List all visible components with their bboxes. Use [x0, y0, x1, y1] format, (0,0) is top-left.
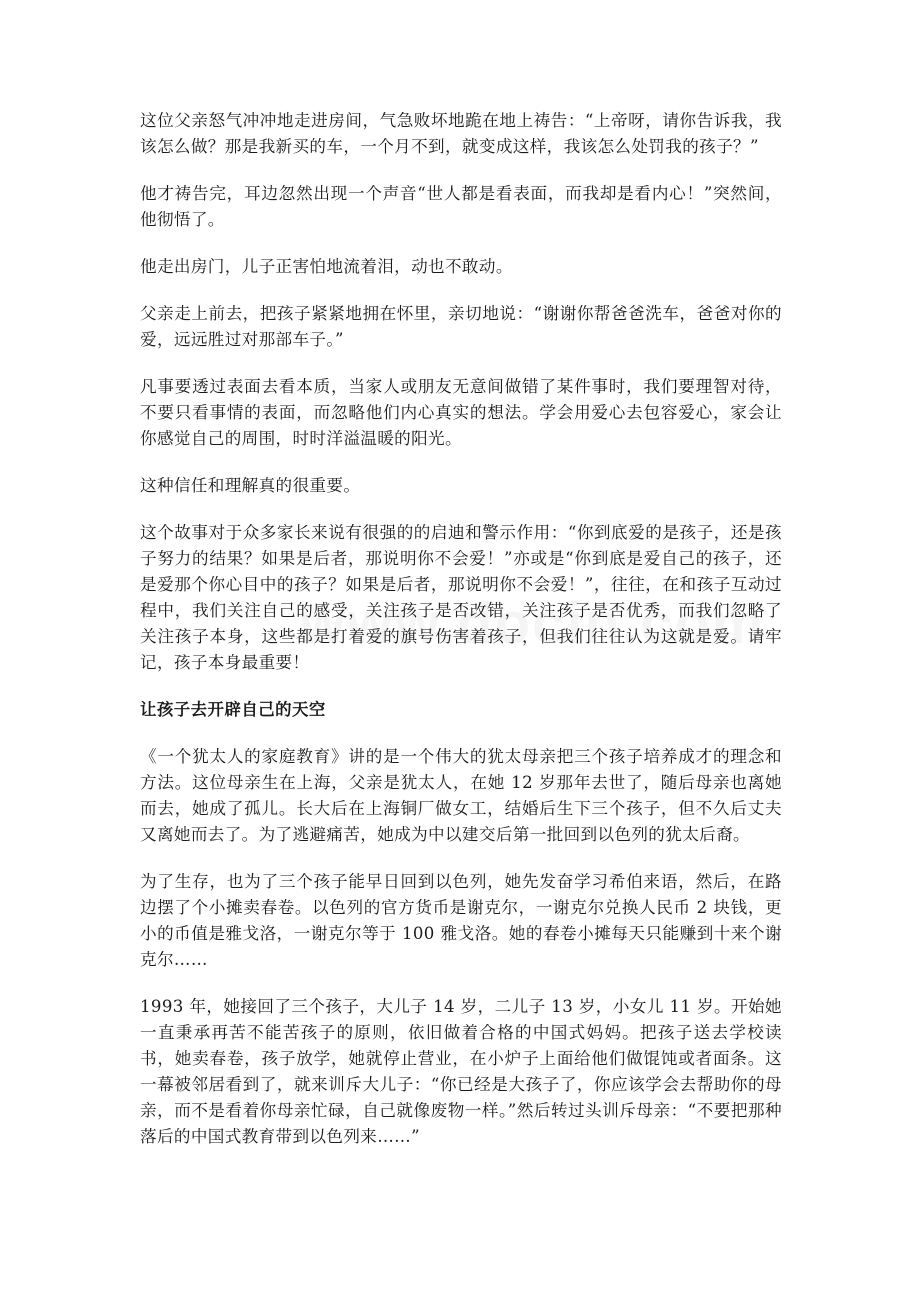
paragraph-father-prayer: 这位父亲怒气冲冲地走进房间，气急败坏地跪在地上祷告：“上帝呀，请你告诉我，我该怎么做？那是我新买的车，一个月不到，就变成这样，我该怎么处罚我的孩子？”: [140, 111, 782, 156]
paragraph-parents-warning: 这个故事对于众多家长来说有很强的的启迪和警示作用：“你到底爱的是孩子，还是孩子努力的结果？如果是后者，那说明你不会爱！”亦或是“你到底是爱自己的孩子，还是爱那个你心目中的孩子？如果是后者，那说明你不会爱！”，往往，在和孩子互动过程中，我们关注自己的感受，关注孩子是否改错，关注孩子是否优秀，而我们忽略了关注孩子本身，这些都是打着爱的旗号伤害着孩子，但我们往往认为这就是爱。请牢记，孩子本身最重要！: [140, 523, 782, 672]
paragraph-spring-rolls: 为了生存，也为了三个孩子能早日回到以色列，她先发奋学习希伯来语，然后，在路边摆了个小摊卖春卷。以色列的官方货币是谢克尔，一谢克尔兑换人民币 2 块钱，更小的币值是雅戈洛，一谢克尔等于 100 雅戈洛。她的春卷小摊每天只能赚到十来个谢克尔……: [140, 872, 782, 969]
paragraph-lesson: 凡事要透过表面去看本质，当家人或朋友无意间做错了某件事时，我们要理智对待，不要只看事情的表面，而忽略他们内心真实的想法。学会用爱心去包容爱心，家会让你感觉自己的周围，时时洋溢温暖的阳光。: [140, 377, 782, 448]
paragraph-voice: 他才祷告完，耳边忽然出现一个声音“世人都是看表面，而我却是看内心！”突然间，他彻悟了。: [140, 184, 782, 229]
paragraph-trust: 这种信任和理解真的很重要。: [140, 476, 361, 495]
paragraph-jewish-mother: 《一个犹太人的家庭教育》讲的是一个伟大的犹太母亲把三个孩子培养成才的理念和方法。这位母亲生在上海，父亲是犹太人，在她 12 岁那年去世了，随后母亲也离她而去，她成了孤儿。长大后在上海铜厂做女工，结婚后生下三个孩子，但不久后丈夫又离她而去了。为了逃避痛苦，她成为中以建交后第一批回到以色列的犹太后裔。: [140, 747, 782, 844]
paragraph-1993: 1993 年，她接回了三个孩子，大儿子 14 岁，二儿子 13 岁，小女儿 11 岁。开始她一直秉承再苦不能苦孩子的原则，依旧做着合格的中国式妈妈。把孩子送去学校读书，她卖春卷，孩子放学，她就停止营业，在小炉子上面给他们做馄饨或者面条。这一幕被邻居看到了，就来训斥大儿子：“你已经是大孩子了，你应该学会去帮助你的母亲，而不是看着你母亲忙碌，自己就像废物一样。”然后转过头训斥母亲：“不要把那种落后的中国式教育带到以色列来……”: [140, 997, 782, 1146]
paragraph-son-crying: 他走出房门，儿子正害怕地流着泪，动也不敢动。: [140, 257, 513, 276]
section-heading: 让孩子去开辟自己的天空: [140, 700, 326, 719]
paragraph-embrace: 父亲走上前去，把孩子紧紧地拥在怀里，亲切地说：“谢谢你帮爸爸洗车，爸爸对你的爱，远远胜过对那部车子。”: [140, 304, 782, 349]
document-body: [140, 108, 782, 1171]
